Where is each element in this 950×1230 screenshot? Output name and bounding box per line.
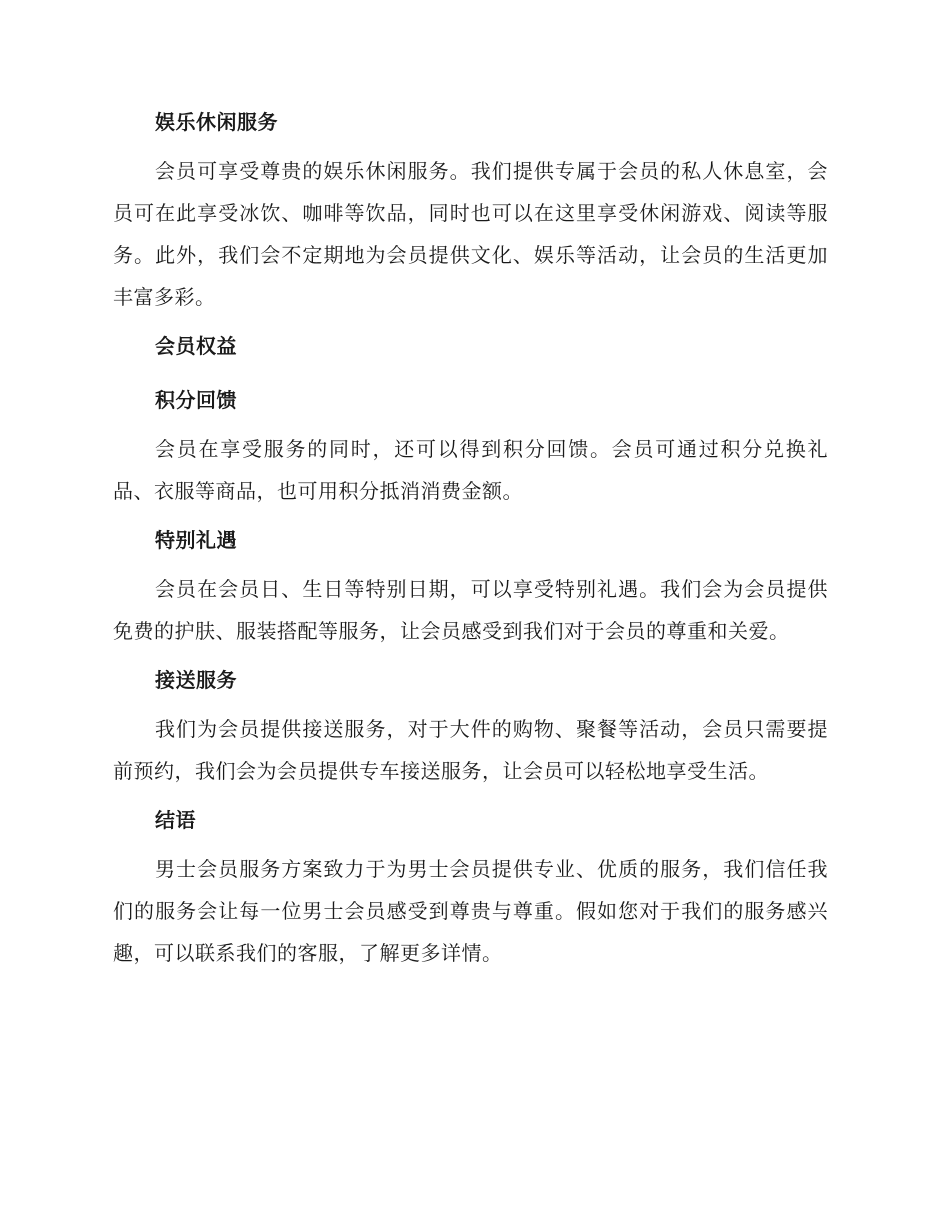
heading-shuttle-service: 接送服务 — [155, 668, 237, 692]
heading-member-benefits: 会员权益 — [155, 334, 237, 358]
heading-entertainment: 娱乐休闲服务 — [155, 110, 278, 134]
paragraph-shuttle-service: 我们为会员提供接送服务，对于大件的购物、聚餐等活动，会员只需要提前预约，我们会为会员提供专车接送服务，让会员可以轻松地享受生活。 — [113, 717, 828, 783]
paragraph-points-rewards: 会员在享受服务的同时，还可以得到积分回馈。会员可通过积分兑换礼品、衣服等商品，也可用积分抵消消费金额。 — [113, 437, 828, 503]
heading-special-courtesy: 特别礼遇 — [155, 528, 237, 552]
paragraph-conclusion: 男士会员服务方案致力于为男士会员提供专业、优质的服务，我们信任我们的服务会让每一位男士会员感受到尊贵与尊重。假如您对于我们的服务感兴趣，可以联系我们的客服，了解更多详情。 — [113, 857, 828, 965]
heading-conclusion: 结语 — [155, 808, 196, 832]
paragraph-special-courtesy: 会员在会员日、生日等特别日期，可以享受特别礼遇。我们会为会员提供免费的护肤、服装搭配等服务，让会员感受到我们对于会员的尊重和关爱。 — [113, 577, 828, 643]
paragraph-entertainment: 会员可享受尊贵的娱乐休闲服务。我们提供专属于会员的私人休息室，会员可在此享受冰饮、咖啡等饮品，同时也可以在这里享受休闲游戏、阅读等服务。此外，我们会不定期地为会员提供文化、娱乐等活动，让会员的生活更加丰富多彩。 — [113, 159, 828, 309]
heading-points-rewards: 积分回馈 — [155, 388, 237, 412]
